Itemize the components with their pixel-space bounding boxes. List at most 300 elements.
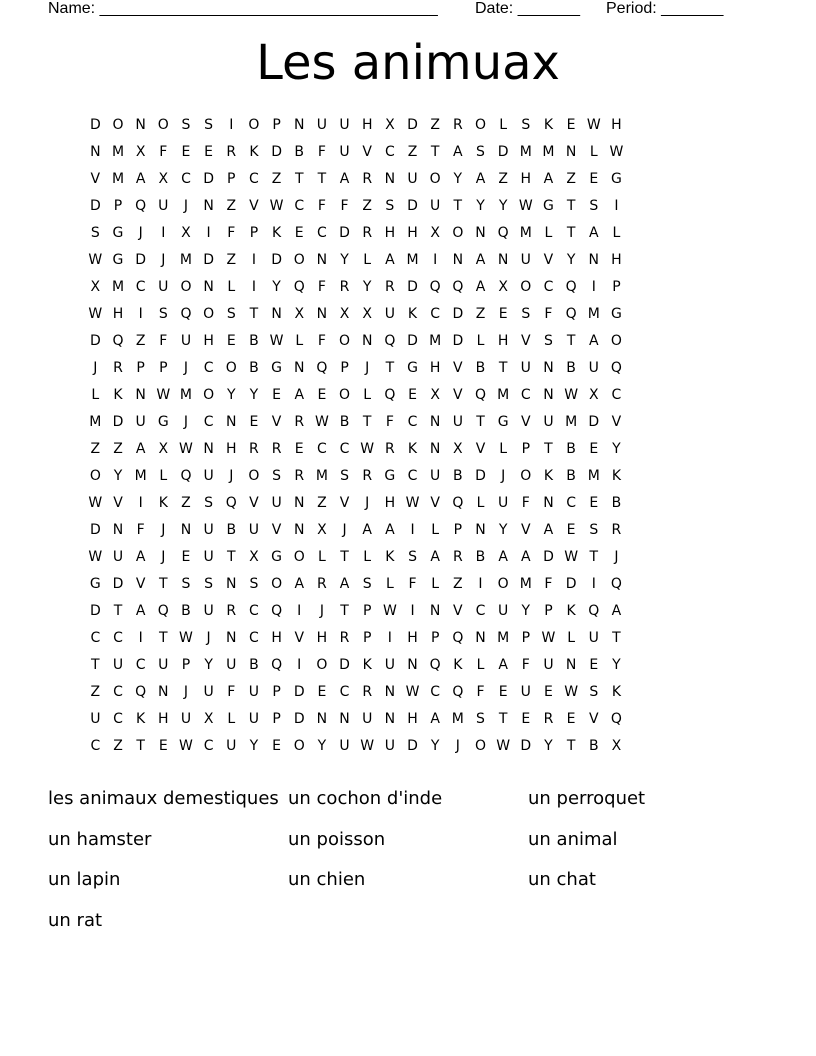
grid-letter: N bbox=[407, 656, 418, 673]
name-field-label: Name: ______________________________________ bbox=[48, 0, 438, 17]
grid-letter: F bbox=[159, 143, 168, 160]
grid-letter: K bbox=[249, 143, 259, 160]
grid-letter: M bbox=[179, 251, 192, 268]
grid-letter: D bbox=[339, 656, 350, 673]
grid-letter: E bbox=[181, 143, 191, 160]
grid-letter: J bbox=[138, 224, 143, 241]
grid-letter: O bbox=[293, 737, 305, 754]
grid-letter: S bbox=[521, 305, 531, 322]
grid-letter: I bbox=[297, 656, 302, 673]
grid-letter: C bbox=[430, 683, 441, 700]
grid-letter: N bbox=[361, 332, 373, 349]
grid-letter: V bbox=[271, 413, 282, 430]
grid-letter: E bbox=[566, 116, 576, 133]
grid-letter: X bbox=[611, 737, 622, 754]
page-title: Les animuax bbox=[256, 35, 560, 91]
grid-letter: Q bbox=[429, 278, 441, 295]
grid-letter: C bbox=[339, 440, 350, 457]
grid-letter: N bbox=[384, 683, 396, 700]
grid-letter: T bbox=[91, 656, 100, 673]
grid-letter: G bbox=[112, 251, 124, 268]
grid-letter: H bbox=[407, 710, 418, 727]
grid-letter: R bbox=[226, 602, 237, 619]
grid-letter: V bbox=[521, 413, 531, 430]
grid-letter: N bbox=[112, 521, 124, 538]
grid-letter: U bbox=[430, 197, 441, 214]
grid-letter: U bbox=[203, 521, 214, 538]
grid-letter: L bbox=[295, 332, 304, 349]
grid-row bbox=[84, 705, 744, 732]
grid-letter: U bbox=[384, 737, 395, 754]
grid-letter: Z bbox=[113, 440, 123, 457]
grid-letter: K bbox=[611, 683, 622, 700]
grid-letter: O bbox=[203, 386, 215, 403]
grid-letter: B bbox=[588, 737, 599, 754]
grid-letter: Z bbox=[113, 737, 123, 754]
grid-letter: E bbox=[272, 737, 281, 754]
grid-letter: Y bbox=[249, 737, 259, 754]
grid-letter: H bbox=[407, 629, 418, 646]
grid-row bbox=[84, 219, 744, 246]
word-bank bbox=[48, 778, 768, 941]
grid-letter: M bbox=[315, 467, 328, 484]
grid-letter: A bbox=[611, 602, 622, 619]
grid-letter: S bbox=[226, 305, 236, 322]
grid-letter: P bbox=[362, 629, 372, 646]
grid-letter: A bbox=[475, 251, 486, 268]
grid-letter: O bbox=[89, 467, 101, 484]
grid-letter: X bbox=[362, 305, 372, 322]
grid-letter: S bbox=[272, 467, 282, 484]
grid-letter: X bbox=[430, 224, 440, 241]
grid-letter: C bbox=[249, 602, 259, 619]
grid-letter: Y bbox=[430, 737, 440, 754]
grid-letter: Y bbox=[249, 386, 259, 403]
grid-letter: Y bbox=[476, 197, 485, 214]
grid-letter: X bbox=[317, 521, 327, 538]
grid-letter: P bbox=[159, 359, 168, 376]
grid-letter: X bbox=[203, 710, 214, 727]
grid-letter: X bbox=[588, 386, 599, 403]
grid-letter: A bbox=[339, 170, 350, 187]
grid-letter: Z bbox=[317, 494, 327, 511]
grid-letter: E bbox=[272, 386, 281, 403]
grid-letter: G bbox=[543, 197, 554, 214]
grid-letter: L bbox=[589, 143, 598, 160]
grid-letter: U bbox=[543, 656, 554, 673]
grid-letter: E bbox=[204, 143, 214, 160]
grid-letter: E bbox=[158, 737, 168, 754]
grid-letter: N bbox=[271, 305, 282, 322]
grid-letter: L bbox=[499, 116, 508, 133]
grid-letter: M bbox=[587, 305, 600, 322]
grid-letter: Z bbox=[90, 440, 101, 457]
grid-letter: E bbox=[317, 683, 327, 700]
grid-letter: O bbox=[474, 116, 486, 133]
grid-letter: F bbox=[317, 278, 326, 295]
grid-letter: O bbox=[429, 170, 441, 187]
grid-letter: M bbox=[519, 224, 532, 241]
grid-letter: E bbox=[294, 224, 304, 241]
grid-letter: I bbox=[591, 575, 596, 592]
grid-letter: N bbox=[543, 494, 554, 511]
grid-letter: S bbox=[589, 683, 599, 700]
grid-letter: R bbox=[362, 224, 373, 241]
grid-letter: S bbox=[521, 116, 531, 133]
grid-letter: L bbox=[544, 224, 553, 241]
grid-letter: U bbox=[588, 629, 599, 646]
grid-letter: S bbox=[158, 305, 168, 322]
grid-letter: V bbox=[521, 521, 531, 538]
grid-row bbox=[84, 489, 744, 516]
word-bank-item: un chien bbox=[288, 869, 366, 891]
grid-letter: J bbox=[365, 359, 370, 376]
grid-letter: H bbox=[384, 494, 396, 511]
grid-letter: Y bbox=[113, 467, 123, 484]
grid-letter: W bbox=[179, 629, 193, 646]
grid-letter: N bbox=[429, 413, 441, 430]
grid-letter: O bbox=[452, 224, 464, 241]
grid-letter: P bbox=[362, 602, 372, 619]
grid-row bbox=[84, 354, 744, 381]
grid-letter: H bbox=[384, 224, 396, 241]
student-info-header bbox=[48, 0, 748, 20]
grid-letter: C bbox=[543, 278, 554, 295]
word-bank-item: un cochon d'inde bbox=[288, 787, 443, 809]
grid-letter: Z bbox=[226, 197, 237, 214]
grid-letter: J bbox=[183, 683, 189, 700]
grid-letter: Q bbox=[271, 656, 283, 673]
grid-letter: S bbox=[204, 494, 214, 511]
grid-letter: S bbox=[589, 521, 599, 538]
grid-letter: W bbox=[360, 440, 375, 457]
grid-letter: T bbox=[498, 710, 508, 727]
word-bank-item: les animaux demestiques bbox=[48, 787, 279, 809]
grid-letter: K bbox=[543, 467, 554, 484]
word-bank-item: un lapin bbox=[48, 869, 121, 891]
grid-row bbox=[84, 624, 744, 651]
grid-letter: L bbox=[476, 332, 485, 349]
grid-letter: Y bbox=[272, 278, 281, 295]
grid-letter: W bbox=[88, 548, 103, 565]
grid-letter: G bbox=[157, 413, 169, 430]
grid-letter: V bbox=[453, 386, 463, 403]
grid-letter: M bbox=[587, 467, 600, 484]
grid-letter: Q bbox=[180, 467, 192, 484]
grid-letter: S bbox=[385, 197, 395, 214]
grid-letter: C bbox=[203, 413, 214, 430]
grid-letter: S bbox=[249, 575, 259, 592]
grid-letter: Y bbox=[453, 170, 463, 187]
grid-letter: C bbox=[317, 440, 327, 457]
grid-letter: W bbox=[269, 332, 284, 349]
grid-letter: V bbox=[453, 602, 463, 619]
grid-letter: V bbox=[249, 494, 259, 511]
grid-letter: C bbox=[113, 629, 123, 646]
grid-letter: R bbox=[339, 629, 350, 646]
grid-letter: Q bbox=[452, 494, 464, 511]
grid-letter: T bbox=[498, 359, 508, 376]
grid-letter: K bbox=[113, 386, 123, 403]
grid-letter: T bbox=[453, 197, 463, 214]
grid-letter: P bbox=[272, 710, 281, 727]
grid-letter: N bbox=[316, 305, 328, 322]
grid-letter: X bbox=[90, 278, 101, 295]
grid-letter: V bbox=[135, 575, 146, 592]
grid-letter: P bbox=[227, 170, 236, 187]
grid-letter: N bbox=[203, 197, 214, 214]
grid-letter: L bbox=[499, 440, 508, 457]
grid-letter: Q bbox=[293, 278, 305, 295]
grid-letter: O bbox=[520, 278, 532, 295]
grid-letter: E bbox=[544, 683, 553, 700]
grid-letter: W bbox=[405, 683, 420, 700]
grid-letter: V bbox=[588, 710, 599, 727]
grid-letter: U bbox=[588, 359, 599, 376]
grid-letter: A bbox=[135, 602, 146, 619]
grid-letter: D bbox=[112, 413, 124, 430]
grid-letter: A bbox=[543, 521, 554, 538]
grid-letter: Q bbox=[565, 278, 577, 295]
grid-letter: N bbox=[316, 251, 328, 268]
grid-letter: R bbox=[362, 170, 373, 187]
grid-letter: P bbox=[521, 440, 531, 457]
grid-letter: P bbox=[272, 683, 281, 700]
grid-letter: O bbox=[316, 656, 328, 673]
grid-letter: M bbox=[497, 629, 510, 646]
grid-letter: N bbox=[475, 629, 486, 646]
grid-letter: G bbox=[89, 575, 101, 592]
grid-letter: D bbox=[89, 197, 101, 214]
grid-letter: E bbox=[294, 440, 304, 457]
grid-letter: R bbox=[317, 575, 327, 592]
grid-letter: Y bbox=[340, 251, 349, 268]
grid-letter: N bbox=[452, 251, 464, 268]
grid-letter: M bbox=[519, 575, 532, 592]
grid-letter: C bbox=[407, 467, 418, 484]
grid-letter: E bbox=[521, 710, 531, 727]
grid-letter: R bbox=[384, 278, 395, 295]
grid-letter: A bbox=[430, 548, 440, 565]
grid-letter: B bbox=[566, 440, 576, 457]
grid-letter: U bbox=[339, 737, 350, 754]
grid-letter: W bbox=[88, 494, 103, 511]
grid-letter: Q bbox=[474, 386, 486, 403]
grid-letter: G bbox=[407, 359, 418, 376]
grid-letter: X bbox=[339, 305, 350, 322]
grid-letter: V bbox=[475, 440, 486, 457]
grid-letter: L bbox=[159, 467, 168, 484]
grid-letter: L bbox=[431, 575, 440, 592]
grid-letter: A bbox=[294, 386, 305, 403]
grid-letter: D bbox=[271, 251, 282, 268]
grid-letter: K bbox=[385, 548, 395, 565]
grid-letter: C bbox=[203, 359, 214, 376]
grid-letter: K bbox=[611, 467, 622, 484]
grid-letter: W bbox=[496, 737, 511, 754]
grid-letter: I bbox=[591, 278, 596, 295]
grid-letter: O bbox=[248, 116, 260, 133]
grid-letter: I bbox=[251, 251, 256, 268]
grid-letter: O bbox=[157, 116, 169, 133]
grid-letter: H bbox=[271, 629, 282, 646]
grid-letter: A bbox=[362, 521, 372, 538]
grid-letter: W bbox=[360, 737, 375, 754]
grid-letter: C bbox=[203, 737, 214, 754]
grid-letter: T bbox=[362, 413, 372, 430]
grid-letter: S bbox=[544, 332, 553, 349]
grid-letter: Y bbox=[362, 278, 372, 295]
grid-letter: A bbox=[294, 575, 305, 592]
grid-letter: O bbox=[248, 467, 260, 484]
grid-letter: J bbox=[455, 737, 460, 754]
grid-letter: T bbox=[566, 197, 576, 214]
grid-letter: S bbox=[408, 548, 417, 565]
grid-letter: K bbox=[362, 656, 372, 673]
grid-letter: Q bbox=[452, 683, 464, 700]
word-bank-item: un perroquet bbox=[528, 787, 646, 809]
grid-letter: Y bbox=[498, 521, 508, 538]
grid-letter: D bbox=[203, 170, 214, 187]
grid-letter: C bbox=[90, 737, 101, 754]
grid-letter: T bbox=[294, 170, 304, 187]
grid-letter: C bbox=[249, 629, 259, 646]
grid-letter: N bbox=[135, 116, 146, 133]
grid-letter: H bbox=[203, 332, 214, 349]
grid-letter: T bbox=[385, 359, 395, 376]
grid-letter: Y bbox=[566, 251, 576, 268]
grid-letter: G bbox=[610, 305, 622, 322]
grid-letter: I bbox=[387, 629, 392, 646]
grid-letter: D bbox=[407, 116, 418, 133]
grid-letter: J bbox=[161, 548, 166, 565]
grid-letter: T bbox=[113, 602, 123, 619]
grid-letter: W bbox=[88, 305, 103, 322]
grid-letter: R bbox=[271, 440, 282, 457]
grid-letter: E bbox=[589, 494, 599, 511]
date-field-label: Date: _______ bbox=[475, 0, 580, 17]
word-search-grid bbox=[84, 111, 744, 759]
grid-letter: A bbox=[588, 224, 599, 241]
grid-letter: W bbox=[314, 413, 329, 430]
grid-letter: F bbox=[159, 332, 168, 349]
grid-letter: E bbox=[589, 656, 599, 673]
grid-letter: Z bbox=[362, 197, 372, 214]
grid-letter: M bbox=[406, 251, 419, 268]
grid-letter: J bbox=[342, 521, 347, 538]
grid-letter: Q bbox=[588, 602, 600, 619]
grid-letter: W bbox=[179, 440, 193, 457]
grid-letter: Z bbox=[181, 494, 191, 511]
grid-letter: B bbox=[611, 494, 622, 511]
grid-row bbox=[84, 111, 744, 138]
grid-letter: V bbox=[113, 494, 123, 511]
grid-letter: S bbox=[204, 575, 214, 592]
grid-letter: D bbox=[89, 332, 101, 349]
grid-letter: Q bbox=[610, 359, 622, 376]
grid-letter: N bbox=[203, 278, 214, 295]
grid-letter: C bbox=[611, 386, 622, 403]
grid-letter: W bbox=[156, 386, 171, 403]
grid-letter: J bbox=[229, 467, 234, 484]
grid-letter: F bbox=[340, 197, 349, 214]
grid-letter: T bbox=[317, 170, 327, 187]
grid-letter: T bbox=[159, 575, 168, 592]
grid-letter: Q bbox=[384, 332, 396, 349]
grid-letter: I bbox=[410, 521, 415, 538]
grid-letter: C bbox=[566, 494, 576, 511]
grid-letter: G bbox=[384, 467, 396, 484]
grid-letter: A bbox=[543, 170, 554, 187]
grid-letter: T bbox=[476, 413, 485, 430]
grid-letter: Y bbox=[612, 656, 621, 673]
grid-letter: Z bbox=[226, 251, 237, 268]
grid-letter: S bbox=[181, 575, 191, 592]
grid-letter: F bbox=[476, 683, 485, 700]
grid-letter: I bbox=[614, 197, 619, 214]
grid-letter: C bbox=[90, 629, 101, 646]
grid-letter: U bbox=[452, 413, 463, 430]
grid-letter: B bbox=[249, 359, 259, 376]
grid-letter: U bbox=[112, 656, 124, 673]
grid-letter: Q bbox=[384, 386, 396, 403]
grid-letter: T bbox=[136, 737, 145, 754]
grid-letter: K bbox=[566, 602, 576, 619]
grid-letter: D bbox=[520, 737, 532, 754]
word-bank-row bbox=[48, 859, 768, 900]
grid-letter: L bbox=[476, 494, 485, 511]
grid-letter: Y bbox=[612, 440, 621, 457]
grid-letter: P bbox=[181, 656, 191, 673]
grid-letter: S bbox=[476, 710, 485, 727]
grid-letter: Q bbox=[135, 683, 147, 700]
grid-letter: X bbox=[430, 386, 440, 403]
grid-letter: A bbox=[135, 170, 146, 187]
grid-letter: Z bbox=[430, 116, 440, 133]
grid-letter: V bbox=[453, 359, 463, 376]
grid-row bbox=[84, 678, 744, 705]
grid-letter: F bbox=[317, 332, 326, 349]
grid-letter: C bbox=[430, 305, 441, 322]
grid-letter: A bbox=[430, 710, 440, 727]
grid-letter: E bbox=[498, 305, 508, 322]
grid-letter: F bbox=[385, 413, 394, 430]
grid-letter: R bbox=[452, 548, 463, 565]
grid-letter: R bbox=[226, 143, 237, 160]
grid-letter: I bbox=[251, 278, 256, 295]
word-bank-item: un animal bbox=[528, 828, 618, 850]
grid-letter: T bbox=[612, 629, 621, 646]
grid-letter: O bbox=[339, 332, 351, 349]
grid-letter: F bbox=[544, 305, 553, 322]
grid-letter: D bbox=[407, 332, 418, 349]
grid-letter: N bbox=[90, 143, 101, 160]
grid-letter: U bbox=[339, 143, 350, 160]
grid-letter: O bbox=[180, 278, 192, 295]
grid-letter: X bbox=[135, 143, 146, 160]
grid-letter: P bbox=[544, 602, 553, 619]
grid-row bbox=[84, 462, 744, 489]
grid-letter: N bbox=[543, 359, 554, 376]
grid-letter: D bbox=[565, 575, 577, 592]
grid-letter: V bbox=[339, 494, 350, 511]
grid-letter: H bbox=[112, 305, 124, 322]
grid-letter: L bbox=[431, 521, 440, 538]
grid-letter: Q bbox=[610, 710, 622, 727]
grid-letter: I bbox=[410, 602, 415, 619]
grid-letter: J bbox=[501, 467, 506, 484]
grid-letter: N bbox=[293, 494, 305, 511]
